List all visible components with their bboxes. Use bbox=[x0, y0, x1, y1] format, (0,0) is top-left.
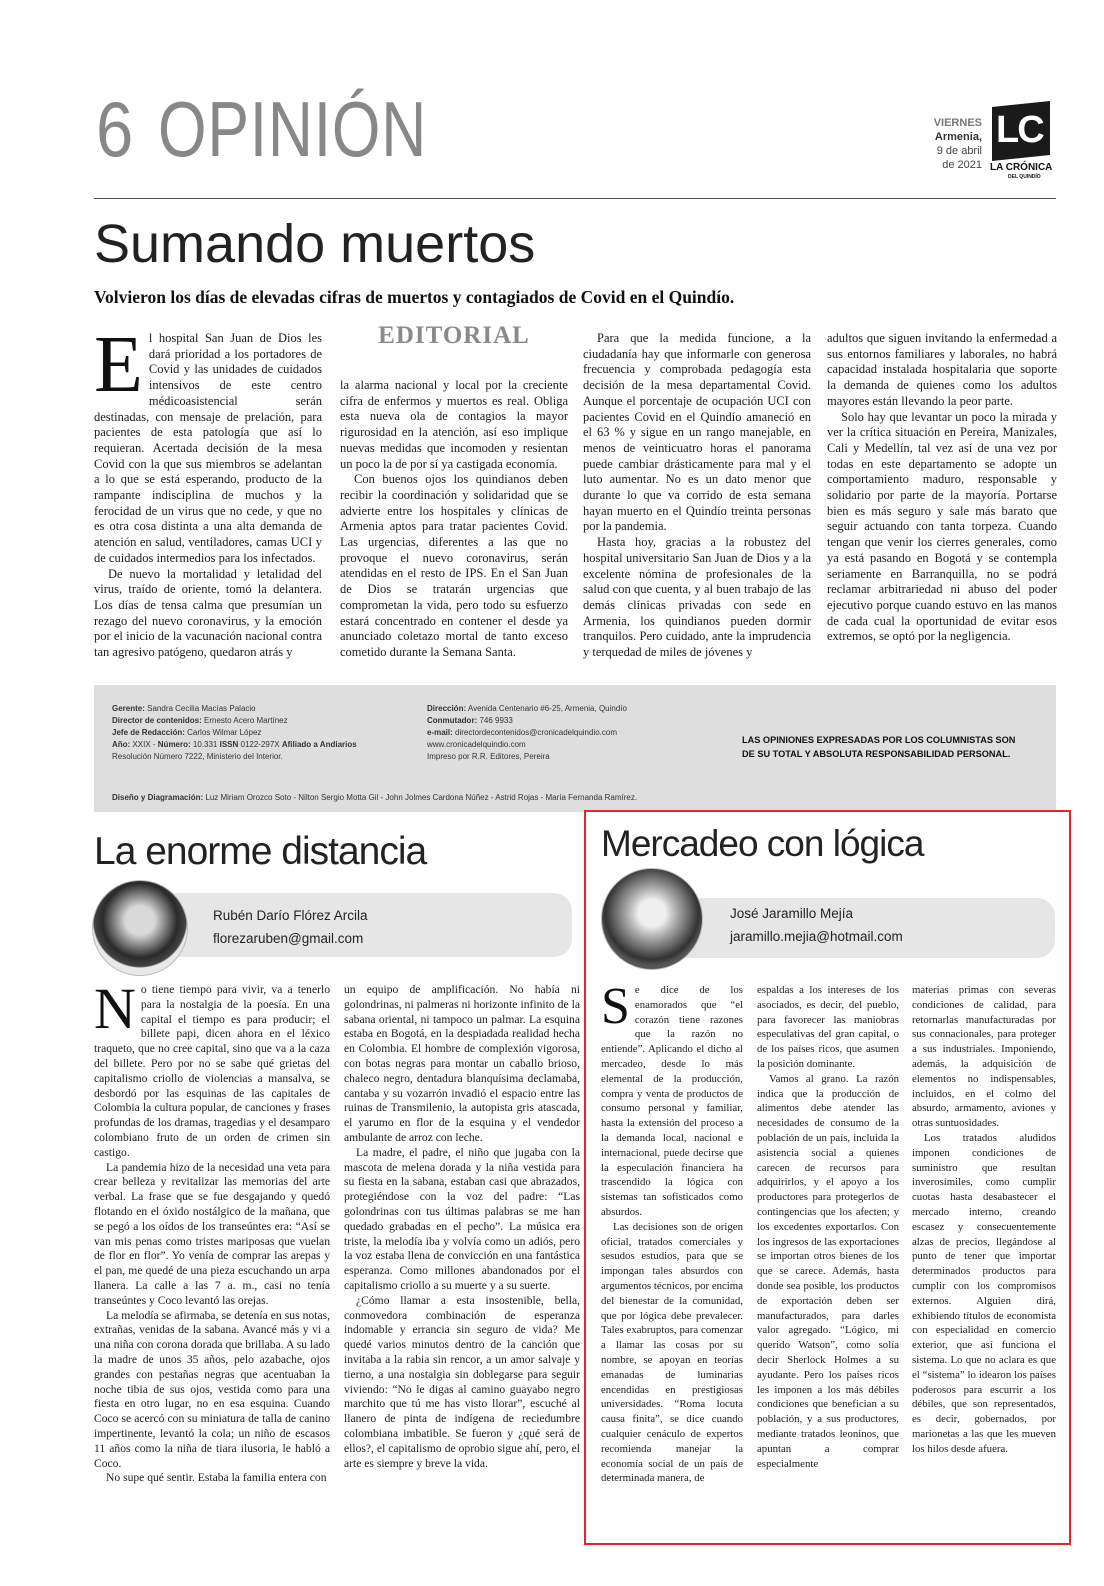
editorial-column-4 bbox=[827, 331, 1057, 645]
paragraph: l hospital San Juan de Dios les dará prioridad a los portadores de Covid y las unidades de cuidados intensivos de este centro médicoasistencial serán destinadas, con mensaje de prelación, para pacientes de esta patología que así lo requieran. Acertada decisión de la mesa Covid con la que sus miembros se adelantan a lo que se está esperando, producto de la rampante indisciplina de muchos y la ferocidad de un virus que no cede, y que no es otra cosa distinta a una alta demanda de atención en salud, ventiladores, camas UCI y de cuidados intermedios para los infectados. bbox=[94, 331, 322, 565]
paragraph: No supe qué sentir. Estaba la familia entera con bbox=[106, 1471, 327, 1485]
paragraph: Los tratados aludidos imponen condiciones de suministro que resultan inverosímiles, como cumplir cuotas hasta desabastecer el mercado interno, creando escasez y consecuentemente alzas de precios, llegándose al punto de tener que importar determinados productos para cumplir con los compromisos externos. Alguien dirá, exhibiendo títulos de economista con especialidad en comercio exterior, que así funciona el sistema. Lo que no aclara es que el “sistema” lo idearon los países poderosos para escurrir a los débiles, que son representados, es decir, gobernados, por marionetas a las que les mueven los hilos desde afuera. bbox=[912, 1131, 1056, 1455]
paragraph: Solo hay que levantar un poco la mirada y ver la crítica situación en Pereira, Manizales, Cali y Medellín, tal vez así de una vez por todas en este departamento se adopte un comportamiento maduro, responsable y solidario por parte de la mayoría. Portarse bien es más seguro y sale más barato que seguir actuando con tanta torpeza. Cuando tengan que venir los cierres generales, como ya está pasando en Bogotá y se contempla seriamente en Barranquilla, no se podrá reclamar arbitrariedad ni abuso del poder ejecutivo porque cuando estuvo en las manos de cada cual la oportunidad de evitar esos extremos, se optó por la negligencia. bbox=[827, 409, 1057, 644]
date-block bbox=[900, 116, 982, 172]
author-email-left: florezaruben@gmail.com bbox=[213, 931, 364, 946]
editorial-subtitle: Volvieron los días de elevadas cifras de muertos y contagiados de Covid en el Quindío. bbox=[94, 287, 735, 307]
paragraph: Hasta hoy, gracias a la robustez del hospital universitario San Juan de Dios y a la excelente nómina de profesionales de la salud con que cuenta, y al buen trabajo de las demás clínicas privadas con sede en Armenia, los quindianos pueden dormir tranquilos. Pero cuidado, ante la imprudencia y terquedad de miles de jóvenes y bbox=[583, 535, 811, 660]
date-line1: 9 de abril bbox=[936, 145, 982, 157]
newspaper-logo bbox=[990, 100, 1056, 180]
column-right-text-3 bbox=[912, 983, 1056, 1457]
paragraph: e dice de los enamorados que “el corazón tiene razones que la razón no entiende”. Aplicando el dicho al mercadeo, desde lo más elemental de la producción, compra y venta de productos de consumo personal y familiar, hasta la extensión del proceso a la demanda local, nacional e internacional, puede decirse que la especulación financiera ha trascendido la lógica con sistemas tan sofisticados como absurdos. bbox=[601, 984, 743, 1218]
masthead-line: Gerente: Sandra Cecilia Macías Palacio bbox=[112, 704, 256, 713]
author-photo-left bbox=[92, 880, 188, 976]
logo-name: LA CRÓNICA bbox=[990, 162, 1053, 173]
paragraph: La pandemia hizo de la necesidad una veta para crear belleza y revitalizar las memorias del arte verbal. La frase que se fue desgajando y quedó flotando en el óxido nostálgico de la mañana, que se pegó a los oídos de los transeúntes era: “Así se van mis penas como tristes mariposas que vuelan de flor en flor”. Yo venía de comprar las arepas y el pan, me quedé de una pieza escuchando un arpa llanera. La calle a las 7 a. m., casi no tenía transeúntes y Coco levantó las orejas. bbox=[94, 1160, 330, 1307]
masthead-disclaimer bbox=[742, 733, 1042, 761]
masthead-line: www.cronicadelquindio.com bbox=[427, 740, 526, 749]
author-name-right: José Jaramillo Mejía bbox=[730, 906, 854, 921]
masthead-line: Jefe de Redacción: Carlos Wilmar López bbox=[112, 728, 262, 737]
paragraph: La madre, el padre, el niño que jugaba con la mascota de melena dorada y la niña vestida para su fiesta en la sabana, estaban casi que abrazados, protegiéndose con la voz del padre: “Las golondrinas con tus últimas palabras se me han quedado grabadas en el pecho”. La música era triste, la melodía iba y volvía como un adiós, pero la voz estaba llena de convicción en una fantástica esperanza. Como millones abandonados por el capitalismo criollo a su muerte y a su suerte. bbox=[344, 1145, 580, 1292]
masthead-line: Dirección: Avenida Centenario #6-25, Armenia, Quindío bbox=[427, 704, 627, 713]
paragraph: materias primas con severas condiciones de calidad, para retornarlas manufacturadas por sus connacionales, para proteger a sus industriales. Imponiendo, además, la adquisición de elementos no indispensables, incluidos, en el colmo del absurdo, armamento, aviones y otras suntuosidades. bbox=[912, 984, 1056, 1130]
logo-sub: DEL QUINDÍO bbox=[1008, 174, 1041, 180]
logo-letters: LC bbox=[996, 109, 1043, 151]
paragraph: La melodía se afirmaba, se detenía en sus notas, extrañas, venidas de la sabana. Avancé más y vi a una niña con corona dorada que brillaba. A su lado la madre de unos 35 años, pelo azabache, ojos grandes con pestañas negras que acentuaban la noche tibia de sus ojos, vestida como para una fiesta en otro lugar, no en esa esquina. Cuando Coco se acercó con su miniatura de talla de canino impertinente, levantó la cola; un niño de escasos 11 años como la niña de tiara ilusoria, le habló a Coco. bbox=[94, 1308, 330, 1470]
paragraph: un equipo de amplificación. No había ni golondrinas, ni palmeras ni horizonte infinito de la sabana oriental, ni tampoco un palmar. La esquina estaba en Bogotá, en la despiadada realidad hecha en Colombia. El hombre de complexión vigorosa, con botas negras para montar un caballo brioso, chaleco negro, dentadura blanquísima declamaba, cantaba y su vozarrón invadió el espacio entre las ruinas de Transmilenio, la autopista gris atascada, el yarumo en flor de la esquina y el vendedor ambulante de arroz con leche. bbox=[344, 983, 580, 1144]
column-right-text-2 bbox=[757, 983, 899, 1471]
paragraph: De nuevo la mortalidad y letalidad del virus, traído de oriente, tomó la delantera. Los días de tensa calma que presumían un rezago del nuevo coronavirus, y la emoción por el inicio de la vacunación nacional contra tan agresivo patógeno, quedaron atrás y bbox=[94, 566, 322, 660]
masthead-line: e-mail: directordecontenidos@cronicadelquindio.com bbox=[427, 728, 618, 737]
author-name-left: Rubén Darío Flórez Arcila bbox=[213, 908, 368, 923]
paragraph: o tiene tiempo para vivir, va a tenerlo para la nostalgia de la poesía. En una capital el tiempo es para producir; el billete papi, dicen ahora en el léxico traqueto, que no cree capital, sino que va a la caza del billete. Pero por no se sabe qué grietas del capitalismo criollo de violencias a mansalva, se desbordó por las esquinas de las capitales de Colombia la cultura popular, de canciones y frases profundas de los dramas, tragedias y el desamparo colombiano fruto de un orden de crimen sin castigo. bbox=[94, 983, 330, 1159]
author-bar-left bbox=[170, 893, 572, 957]
paragraph: espaldas a los intereses de los asociados, es decir, del pueblo, para favorecer las maniobras especulativas del gran capital, o de los países ricos, que asumen la posición dominante. bbox=[757, 984, 899, 1070]
disclaimer-line: LAS OPINIONES EXPRESADAS POR LOS COLUMNISTAS SON bbox=[742, 735, 1016, 745]
masthead-box bbox=[94, 685, 1056, 812]
column-right-title: Mercadeo con lógica bbox=[601, 823, 924, 864]
editorial-column-3 bbox=[583, 331, 811, 661]
masthead-line: Impreso por R.R. Editores, Pereira bbox=[427, 752, 550, 761]
masthead-right bbox=[427, 703, 727, 763]
page-number: 6 bbox=[96, 85, 135, 173]
editorial-headline: Sumando muertos bbox=[94, 214, 536, 274]
column-left-drop-cap: N bbox=[94, 976, 136, 1041]
date-city: Armenia, bbox=[934, 131, 982, 143]
masthead-design: Diseño y Diagramación: Luz Miriam Orozco Soto - Nilton Sergio Motta Gil - John Jolmes Cardona Núñez - Astrid Rojas - María Fernanda Ramírez. bbox=[112, 793, 638, 802]
masthead-line: Director de contenidos: Ernesto Acero Martínez bbox=[112, 716, 288, 725]
disclaimer-line: DE SU TOTAL Y ABSOLUTA RESPONSABILIDAD PERSONAL. bbox=[742, 749, 1011, 759]
column-left-title: La enorme distancia bbox=[94, 830, 427, 873]
column-right-text-1 bbox=[601, 978, 743, 1486]
paragraph: adultos que siguen invitando la enfermedad a sus entornos familiares y laborales, no habrá capacidad instalada hospitalaria que soporte la demanda de quienes como los adultos mayores están llevando la peor parte. bbox=[827, 331, 1057, 408]
paragraph: Para que la medida funcione, a la ciudadanía hay que informarle con generosa frecuencia y comprobada pedagogía esta decisión de la mesa departamental Covid. Aunque el porcentaje de ocupación UCI con pacientes Covid en el Quindío amaneció en el 63 % y sigue en un rango manejable, en menos de veinticuatro horas el panorama puede cambiar drásticamente para mal y el luto aumentar. No es un dato menor que durante lo que va corrido de esta semana hayan muerto en el Quindío treinta personas por la pandemia. bbox=[583, 331, 811, 534]
author-photo-right bbox=[601, 868, 703, 970]
section-title: OPINIÓN bbox=[158, 85, 428, 173]
masthead-line: Resolución Número 7222, Ministerio del Interior. bbox=[112, 752, 283, 761]
masthead-left bbox=[112, 703, 412, 763]
paragraph: la alarma nacional y local por la creciente cifra de enfermos y muertos es real. Obliga esta nueva ola de contagios la mayor rigurosidad en la atención, así eso implique nuevas medidas que incomoden y resientan un poco la de por sí ya castigada economía. bbox=[340, 378, 568, 471]
paragraph: Vamos al grano. La razón indica que la producción de alimentos debe atender las necesidades de consumo de la población de un país, incluida la asistencia social a quienes carecen de recursos para adquirirlos, y el apoyo a los productores para protegerlos de contingencias que los afecten; y los excedentes exportarlos. Con los ingresos de las exportaciones se importan otros bienes de los que se carece. Además, hasta donde sea posible, los productos de exportación deben ser manufacturados, para darles valor agregado. “Lógico, mi querido Watson”, como solía decir Sherlock Holmes a su ayudante. Pero los países ricos les imponen a los más débiles condiciones que benefician a su población, y a sus productores, mediante tratados leoninos, que apuntan a comprar especialmente bbox=[757, 1072, 899, 1470]
author-email-right: jaramillo.mejia@hotmail.com bbox=[730, 929, 903, 944]
paragraph: Las decisiones son de origen oficial, tratados comerciales y sesudos estudios, para que se impongan tales absurdos con argumentos técnicos, por encima del bienestar de la comunidad, que por lógica debe prevalecer. Tales exabruptos, para comenzar a llamar las cosas por su nombre, se apoyan en teorías emanadas de luminarias encendidas en prestigiosas universidades. “Roma locuta causa finita”, se dice cuando cualquier cenáculo de expertos recomienda manejar la economía social de un país de determinada manera, de bbox=[601, 1220, 743, 1485]
paragraph: Con buenos ojos los quindianos deben recibir la coordinación y solidaridad que se advierte entre los hospitales y clínicas de Armenia aptos para tratar pacientes Covid. Las urgencias, diferentes a las que no provoque el nuevo coronavirus, serán atendidas en el resto de IPS. En el San Juan de Dios se tratarán urgencias que comprometan la vida, pero todo su esfuerzo estará concentrado en contener el desde ya anunciado coletazo mortal de tanto exceso cometido durante la Semana Santa. bbox=[340, 472, 568, 659]
column-left-text-2 bbox=[344, 983, 580, 1471]
masthead-line: Conmutador: 746 9933 bbox=[427, 716, 513, 725]
editorial-column-1 bbox=[94, 321, 322, 661]
editorial-drop-cap: E bbox=[94, 321, 143, 409]
date-day: VIERNES bbox=[933, 117, 982, 129]
editorial-column-2 bbox=[340, 378, 568, 661]
date-line2: de 2021 bbox=[942, 159, 982, 171]
paragraph: ¿Cómo llamar a esta insostenible, bella, conmovedora combinación de esperanza indomable y errancia sin seguro de vida? Me quedé varios minutos dentro de la canción que invitaba a la rabia sin rencor, a un amor salvaje y tierno, a una nostalgia sin doblegarse para seguir viviendo: “No le digas al camino guayabo negro marchito que tú me has visto llorar”, escuché al llanero de pinta de indígena de reciedumbre colombiana imbatible. Se fueron y ¿qué será de ellos?, el capitalismo de oprobio sigue ahí, pero, el arte es siempre y breve la vida. bbox=[344, 1293, 580, 1470]
masthead-line: Año: XXIX - Número: 10.331 ISSN 0122-297X Afiliado a Andiarios bbox=[112, 740, 357, 749]
editorial-label: EDITORIAL bbox=[378, 322, 530, 349]
column-left-text-1 bbox=[94, 976, 330, 1486]
header-rule bbox=[94, 198, 1056, 199]
column-right-drop-cap: S bbox=[601, 978, 630, 1035]
